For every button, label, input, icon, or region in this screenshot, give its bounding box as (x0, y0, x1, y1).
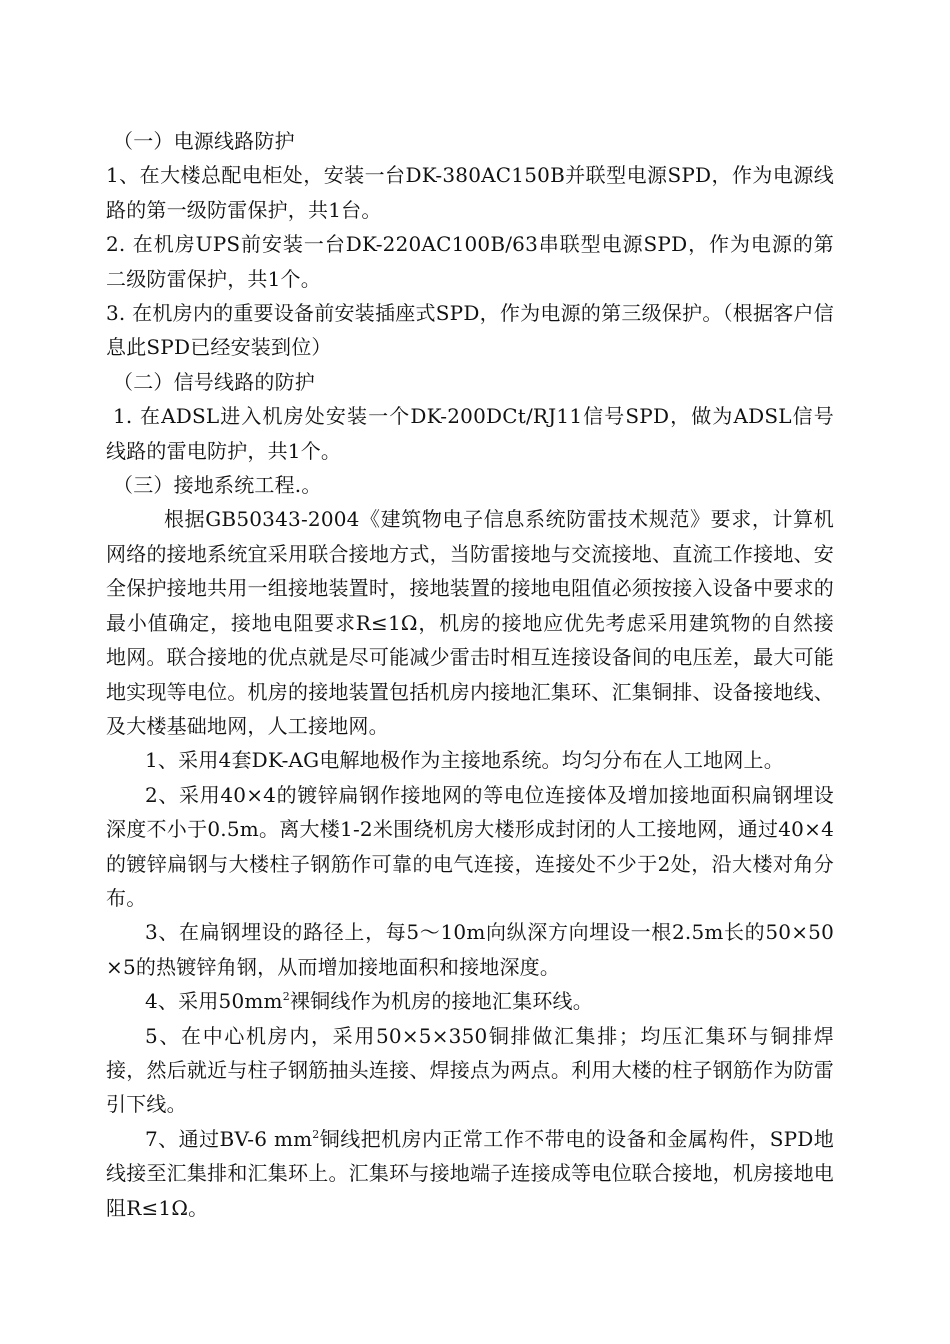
section-heading-signal: （二）信号线路的防护 (113, 369, 315, 394)
paragraph-power-2: 2. 在机房UPS前安装一台DK-220AC100B/63串联型电源SPD，作为电源的第二级防雷保护，共1个。 (106, 232, 834, 291)
paragraph-grounding-4 (106, 984, 834, 1018)
paragraph-grounding-4-part-a: 4、采用50mm (145, 989, 283, 1014)
paragraph-grounding-2: 2、采用40×4的镀锌扁钢作接地网的等电位连接体及增加接地面积扁钢埋设深度不小于0.5m。离大楼1-2米围绕机房大楼形成封闭的人工接地网，通过40×4的镀锌扁钢与大楼柱子钢筋作可靠的电气连接，连接处不少于2处，沿大楼对角分布。 (106, 782, 834, 910)
superscript-2: 2 (282, 990, 290, 1004)
section-heading-power: （一）电源线路防护 (113, 129, 295, 153)
document-body (106, 124, 834, 1225)
paragraph-grounding-3: 3、在扁钢埋设的路径上，每5～10m向纵深方向埋设一根2.5m长的50×50×5的热镀锌角钢，从而增加接地面积和接地深度。 (106, 920, 834, 979)
paragraph-power-1: 1、在大楼总配电柜处，安装一台DK-380AC150B并联型电源SPD，作为电源线路的第一级防雷保护，共1台。 (106, 163, 834, 222)
superscript-2: 2 (312, 1127, 320, 1141)
paragraph-grounding-5: 5、在中心机房内，采用50×5×350铜排做汇集排；均压汇集环与铜排焊接，然后就近与柱子钢筋抽头连接、焊接点为两点。利用大楼的柱子钢筋作为防雷引下线。 (106, 1023, 834, 1117)
paragraph-grounding-intro: 根据GB50343-2004《建筑物电子信息系统防雷技术规范》要求，计算机网络的接地系统宜采用联合接地方式，当防雷接地与交流接地、直流工作接地、安全保护接地共用一组接地装置时，接地装置的接地电阻值必须按接入设备中要求的最小值确定，接地电阻要求R≤1Ω，机房的接地应优先考虑采用建筑物的自然接地网。联合接地的优点就是尽可能减少雷击时相互连接设备间的电压差，最大可能地实现等电位。机房的接地装置包括机房内接地汇集环、汇集铜排、设备接地线、及大楼基础地网，人工接地网。 (106, 507, 834, 738)
paragraph-grounding-7 (106, 1122, 834, 1225)
section-heading-grounding: （三）接地系统工程.。 (113, 473, 322, 498)
paragraph-grounding-4-part-b: 裸铜线作为机房的接地汇集环线。 (289, 989, 593, 1014)
paragraph-grounding-7-part-a: 7、通过BV-6 mm (145, 1126, 313, 1151)
paragraph-signal-1: 1. 在ADSL进入机房处安装一个DK-200DCt/RJ11信号SPD，做为ADSL信号线路的雷电防护，共1个。 (106, 404, 834, 463)
paragraph-power-3: 3. 在机房内的重要设备前安装插座式SPD，作为电源的第三级保护。（根据客户信息此SPD已经安装到位） (106, 301, 834, 360)
paragraph-grounding-1: 1、采用4套DK-AG电解地极作为主接地系统。均匀分布在人工地网上。 (145, 748, 784, 773)
paragraph-grounding-7-part-b: 铜线把机房内正常工作不带电的设备和金属构件，SPD地线接至汇集排和汇集环上。汇集环与接地端子连接成等电位联合接地，机房接地电阻R≤1Ω。 (106, 1126, 834, 1220)
